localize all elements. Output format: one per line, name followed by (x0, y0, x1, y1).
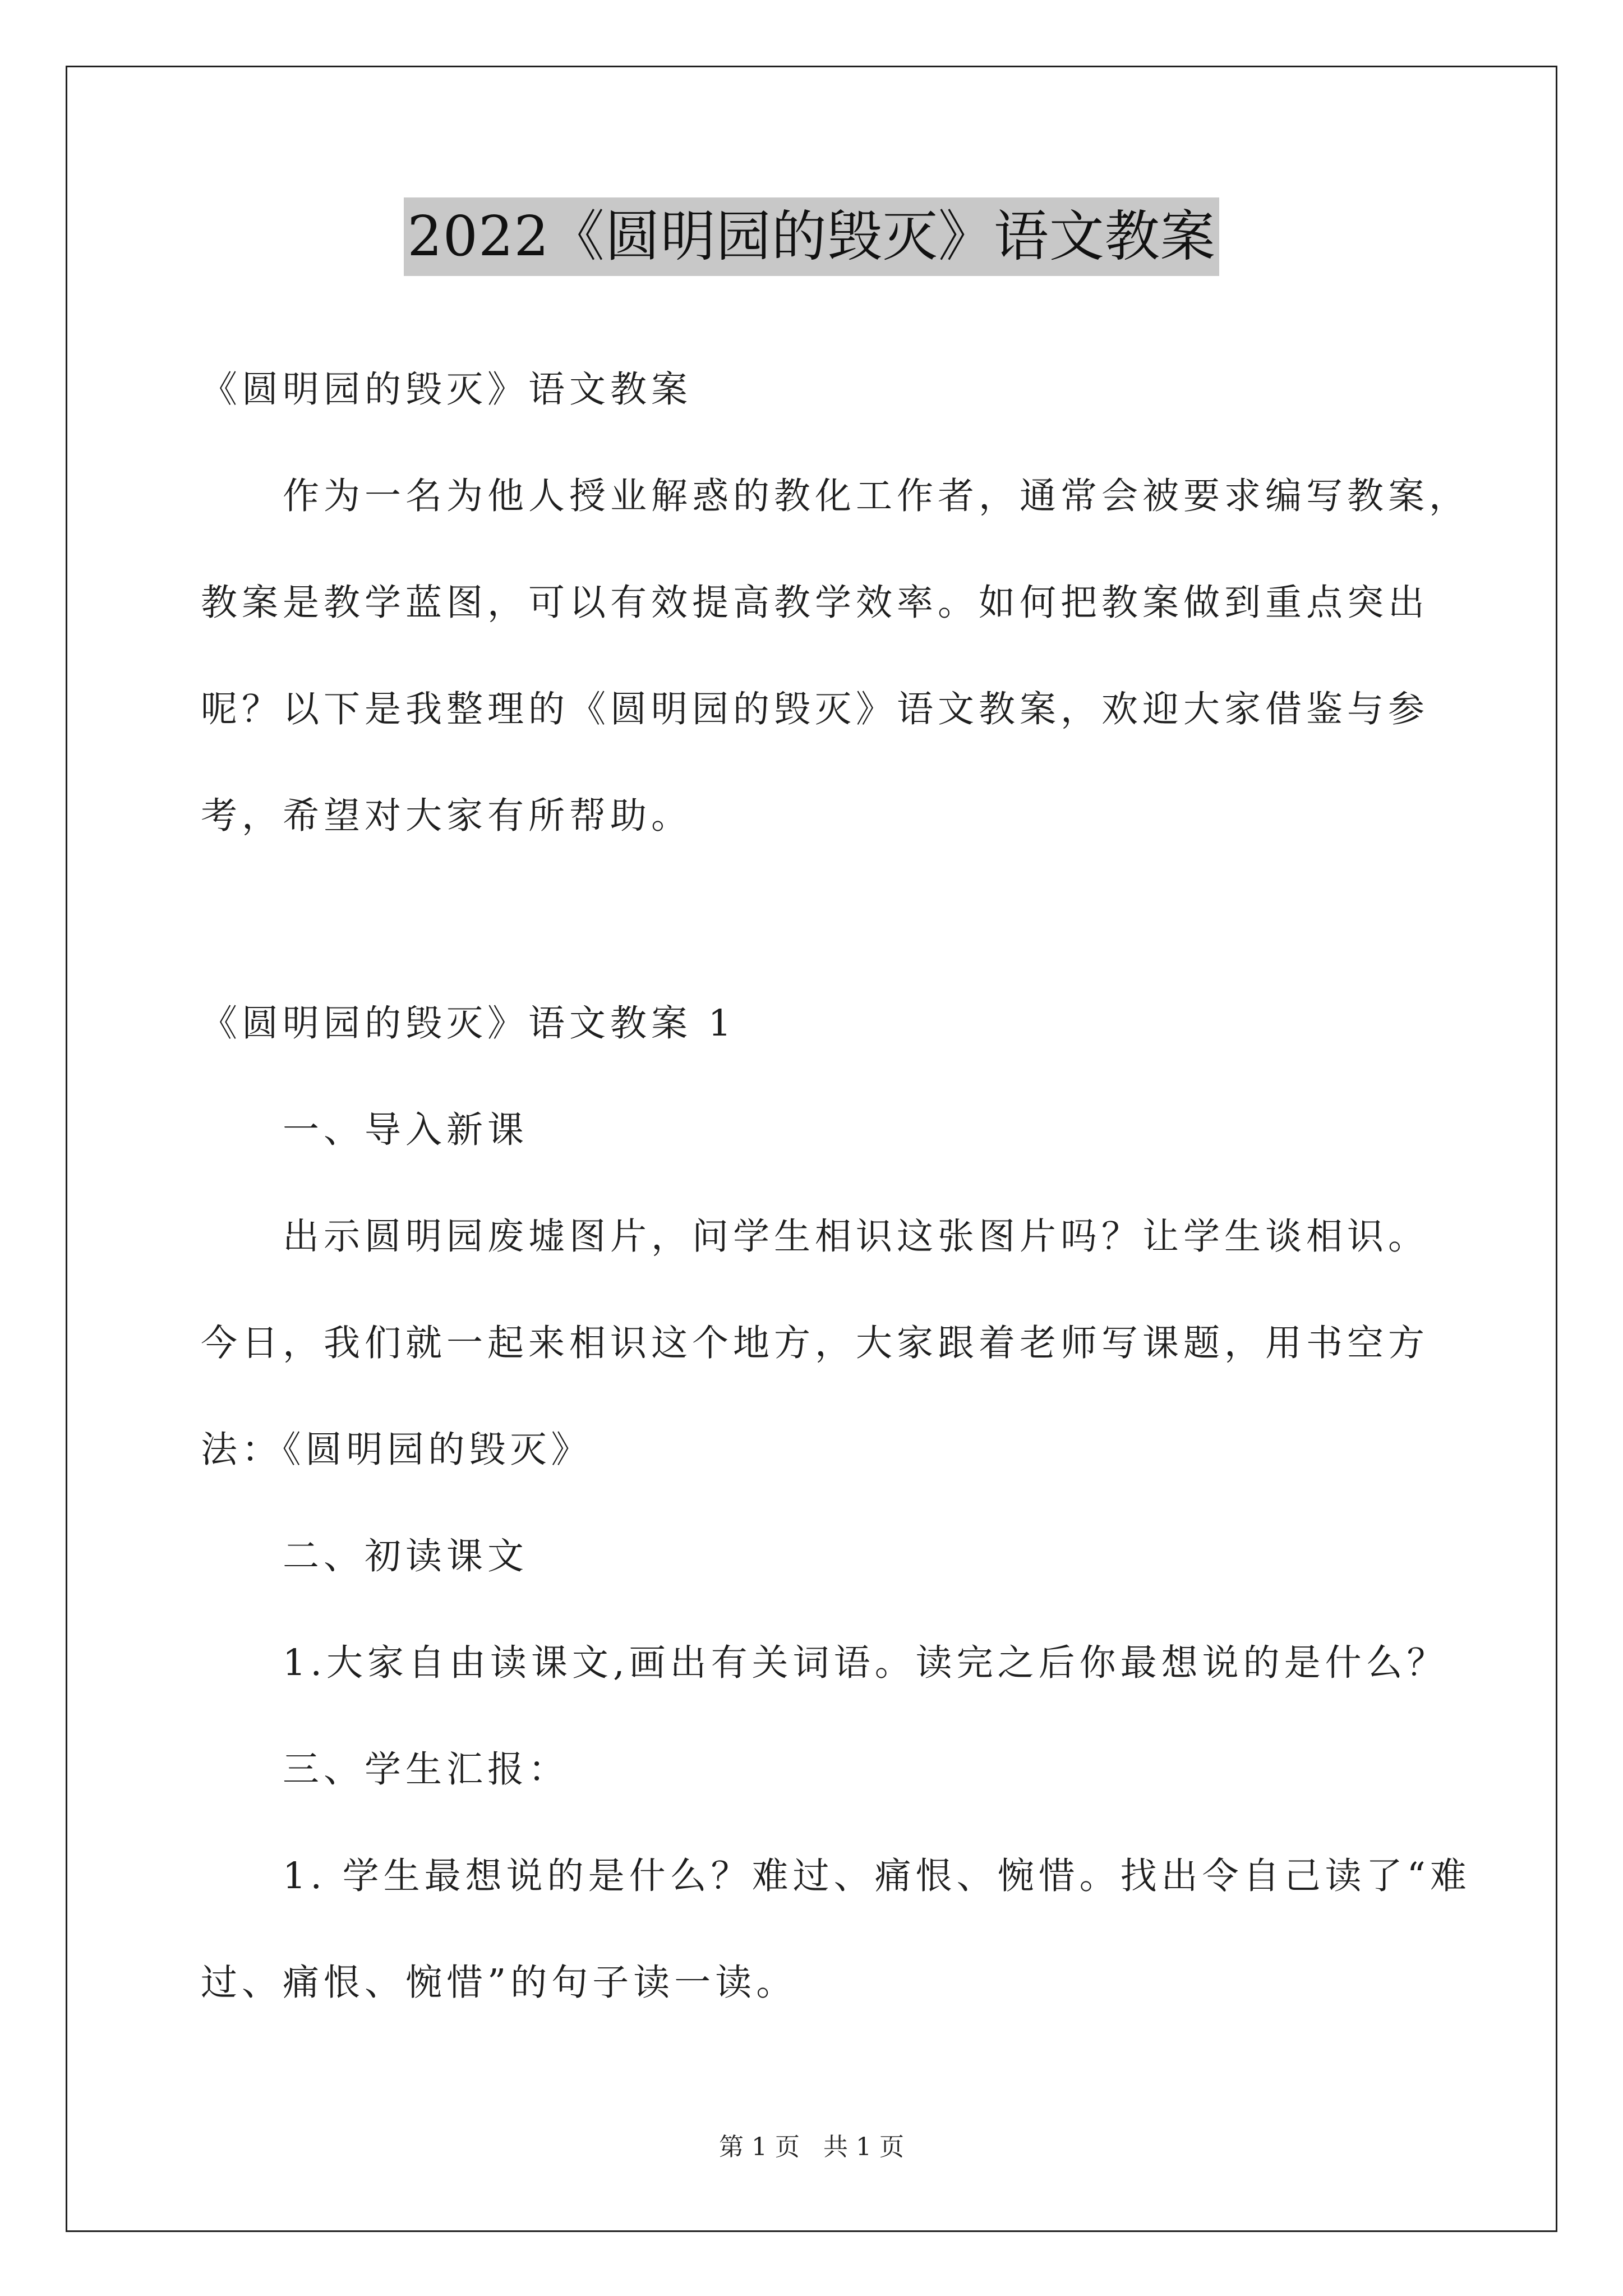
step3-line: 过、痛恨、惋惜”的句子读一读。 (201, 1962, 797, 2004)
step1-title: 一、导入新课 (283, 1109, 529, 1151)
step1-line: 法：《圆明园的毁灭》 (201, 1429, 592, 1471)
intro-line: 呢？以下是我整理的《圆明园的毁灭》语文教案，欢迎大家借鉴与参 (201, 688, 1430, 730)
page-footer (0, 2131, 1623, 2164)
intro-heading: 《圆明园的毁灭》语文教案 (201, 369, 693, 411)
step1-line: 今日，我们就一起来相识这个地方，大家跟着老师写课题，用书空方 (201, 1322, 1430, 1364)
intro-line: 作为一名为他人授业解惑的教化工作者，通常会被要求编写教案， (283, 475, 1470, 517)
page-number: 第 1 页 (719, 2133, 800, 2161)
step2-title: 二、初读课文 (283, 1535, 529, 1577)
title-container (0, 197, 1623, 276)
step3-line: 1. 学生最想说的是什么？难过、痛恨、惋惜。找出令自己读了“难 (283, 1855, 1471, 1897)
section1-block (201, 970, 1471, 2036)
intro-line: 教案是教学蓝图，可以有效提高教学效率。如何把教案做到重点突出 (201, 582, 1430, 624)
step1-line: 出示圆明园废墟图片，问学生相识这张图片吗？让学生谈相识。 (283, 1216, 1430, 1258)
intro-line: 考，希望对大家有所帮助。 (201, 795, 693, 837)
page-total: 共 1 页 (823, 2133, 904, 2161)
step2-item: 1.大家自由读课文,画出有关词语。读完之后你最想说的是什么？ (283, 1642, 1448, 1684)
document-title: 2022《圆明园的毁灭》语文教案 (404, 197, 1219, 276)
intro-block (201, 337, 1470, 869)
step3-title: 三、学生汇报： (283, 1749, 570, 1791)
section1-heading: 《圆明园的毁灭》语文教案 1 (201, 1002, 736, 1045)
